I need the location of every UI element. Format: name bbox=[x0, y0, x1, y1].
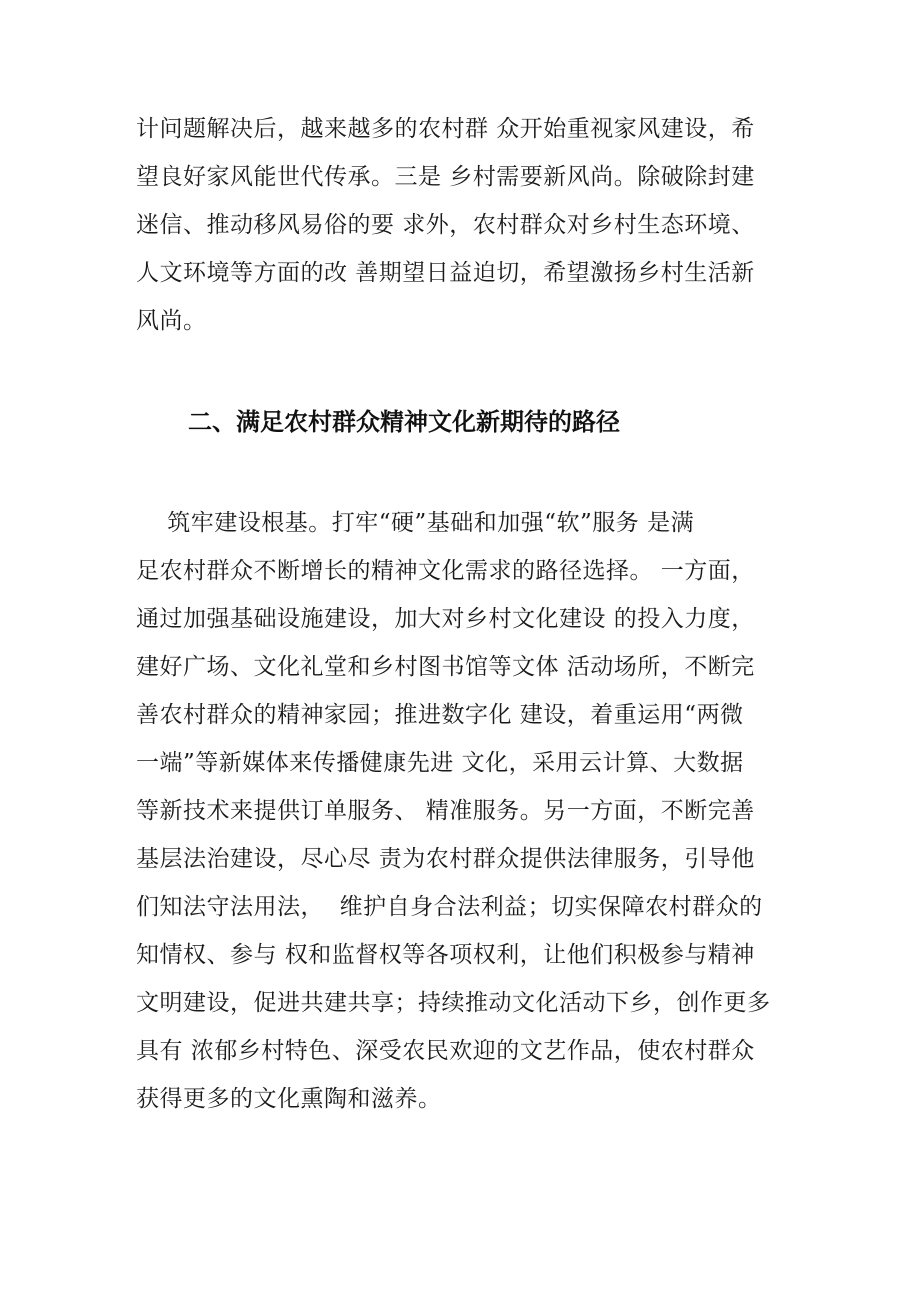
text-line: 一端”等新媒体来传播健康先进 文化，采用云计算、大数据 bbox=[136, 750, 744, 776]
text-line: 筑牢建设根基。打牢“硬”基础和加强“软”服务 是满 bbox=[136, 510, 695, 536]
section-heading: 二、满足农村群众精神文化新期待的路径 bbox=[188, 408, 620, 436]
text-line: 望良好家风能世代传承。三是 乡村需要新风尚。除破除封建 bbox=[136, 164, 755, 190]
text-line: 知情权、参与 权和监督权等各项权利，让他们积极参与精神 bbox=[136, 942, 755, 968]
text-line: 们知法守法用法， 维护自身合法利益；切实保障农村群众的 bbox=[136, 894, 763, 920]
text-line: 足农村群众不断增长的精神文化需求的路径选择。 一方面， bbox=[136, 558, 755, 584]
text-line: 具有 浓郁乡村特色、深受农民欢迎的文艺作品，使农村群众 bbox=[136, 1038, 755, 1064]
text-line: 风尚。 bbox=[136, 308, 207, 334]
text-line: 迷信、推动移风易俗的要 求外，农村群众对乡村生态环境、 bbox=[136, 212, 755, 238]
text-line: 基层法治建设，尽心尽 责为农村群众提供法律服务，引导他 bbox=[136, 846, 755, 872]
text-line: 人文环境等方面的改 善期望日益迫切，希望激扬乡村生活新 bbox=[136, 260, 755, 286]
text-line: 通过加强基础设施建设，加大对乡村文化建设 的投入力度， bbox=[136, 606, 755, 632]
text-line: 建好广场、文化礼堂和乡村图书馆等文体 活动场所，不断完 bbox=[136, 654, 755, 680]
text-line: 计问题解决后，越来越多的农村群 众开始重视家风建设，希 bbox=[136, 116, 755, 142]
text-line: 善农村群众的精神家园；推进数字化 建设，着重运用“两微 bbox=[136, 702, 744, 728]
text-line: 获得更多的文化熏陶和滋养。 bbox=[136, 1086, 442, 1112]
text-line: 文明建设，促进共建共享；持续推动文化活动下乡，创作更多 bbox=[136, 990, 771, 1016]
text-line: 等新技术来提供订单服务、 精准服务。另一方面，不断完善 bbox=[136, 798, 755, 824]
